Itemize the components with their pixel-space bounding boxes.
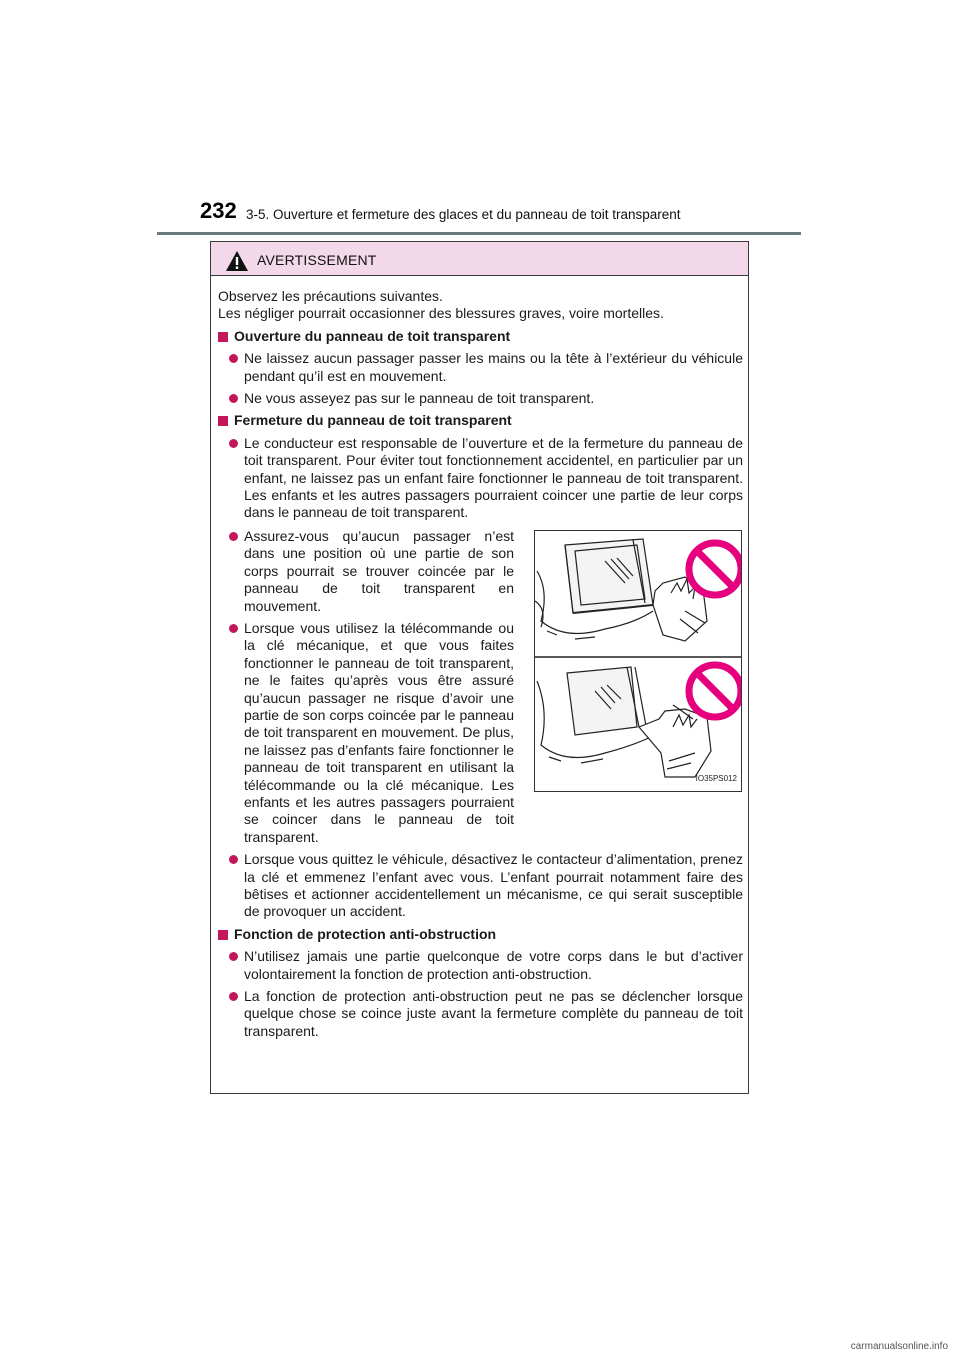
prohibition-sign-icon (689, 543, 741, 595)
section-title: 3-5. Ouverture et fermeture des glaces et du panneau de toit transparent (246, 207, 681, 222)
figure-code: IO35PS012 (695, 774, 737, 784)
warning-content (218, 288, 743, 1040)
warning-box (210, 241, 749, 1094)
list-item (229, 435, 743, 522)
watermark: carmanualsonline.info (850, 1341, 948, 1352)
illustrated-section (218, 528, 743, 846)
list-item (229, 948, 743, 983)
list-item (229, 528, 523, 615)
square-bullet-icon (218, 930, 228, 940)
prohibition-sign-icon (689, 665, 741, 717)
bullet-icon (229, 855, 238, 864)
section-heading (218, 926, 743, 943)
square-bullet-icon (218, 332, 228, 342)
section-heading-text: Fonction de protection anti-obstruction (234, 925, 497, 942)
bullet-icon (229, 439, 238, 448)
sunroof-illustration (534, 530, 742, 792)
list-item (229, 851, 743, 921)
section-heading (218, 412, 743, 429)
list-item-text: Lorsque vous utilisez la télécommande ou la clé mécanique, et que vous faites fonctionner le panneau de toit transparent, ne le faites qu’après vous être assuré qu’aucun passager ne risque d’avoir une partie de son corps coincée par le panneau de toit transparent en mouvement. De plus, ne laissez pas d’enfants faire fonctionner le panneau de toit transparent en utilisant la télécommande ou la clé mécanique. Les enfants et les autres passagers pourraient se coincer dans le panneau de toit transparent. (244, 619, 514, 845)
square-bullet-icon (218, 416, 228, 426)
list-item-text: Ne vous asseyez pas sur le panneau de toit transparent. (244, 390, 595, 407)
warning-title: AVERTISSEMENT (257, 252, 377, 268)
list-item-text: La fonction de protection anti-obstruction peut ne pas se déclencher lorsque quelque chose se coince juste avant la fermeture complète du panneau de toit transparent. (244, 988, 743, 1039)
list-item (229, 390, 743, 407)
bullet-icon (229, 354, 238, 363)
list-item-text: Lorsque vous quittez le véhicule, désactivez le contacteur d’alimentation, prenez la clé et emmenez l’enfant avec vous. L’enfant pourrait notamment faire des bêtises et actionner accidentellement un mécanisme, ce qui serait susceptible de provoquer un accident. (244, 851, 743, 920)
list-item-text: Assurez-vous qu’aucun passager n’est dans une position où une partie de son corps pourrait se trouver coincée par le panneau de toit transparent en mouvement. (244, 527, 514, 614)
header-divider (157, 232, 801, 235)
warning-header (211, 242, 748, 276)
bullet-icon (229, 624, 238, 633)
bullet-icon (229, 992, 238, 1001)
bullet-icon (229, 532, 238, 541)
section-heading-text: Fermeture du panneau de toit transparent (234, 412, 512, 429)
bullet-icon (229, 952, 238, 961)
bullet-icon (229, 394, 238, 403)
intro-line: Observez les précautions suivantes. (218, 288, 443, 304)
list-item-text: N’utilisez jamais une partie quelconque de votre corps dans le but d’activer volontairement la fonction de protection anti-obstruction. (244, 948, 743, 982)
list-item (229, 620, 523, 846)
sunroof-hand-drawing (535, 531, 741, 791)
intro-line: Les négliger pourrait occasionner des blessures graves, voire mortelles. (218, 305, 664, 322)
list-item-text: Le conducteur est responsable de l’ouverture et de la fermeture du panneau de toit transparent. Pour éviter tout fonctionnement accidentel, en particulier par un enfant, ne laissez pas un enfant faire fonctionner le panneau de toit transparent. Les enfants et les autres passagers pourraient coincer une partie de leur corps dans le panneau de toit transparent. (244, 434, 743, 521)
section-heading-text: Ouverture du panneau de toit transparent (234, 327, 511, 344)
list-item (229, 988, 743, 1040)
warning-triangle-icon (225, 250, 249, 272)
list-item-text: Ne laissez aucun passager passer les mains ou la tête à l’extérieur du véhicule pendant qu’il est en mouvement. (244, 350, 743, 384)
illustrated-text (218, 528, 523, 846)
section-heading (218, 328, 743, 345)
list-item (229, 350, 743, 385)
page-header (0, 0, 960, 240)
page-number: 232 (200, 198, 237, 223)
